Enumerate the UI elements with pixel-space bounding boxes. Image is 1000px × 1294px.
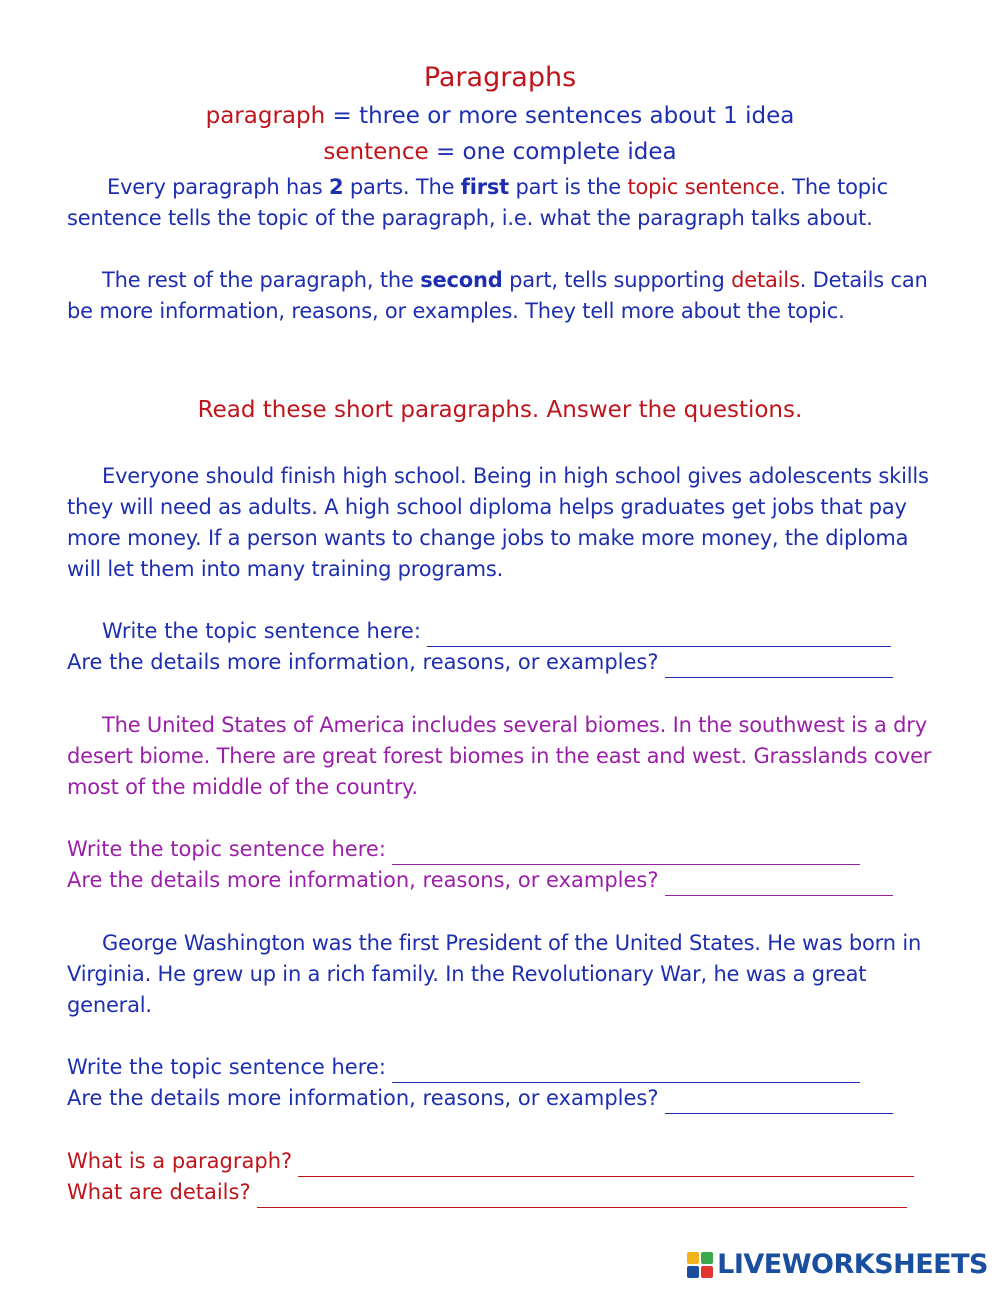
exercise-1-topic-answer[interactable] — [427, 622, 891, 647]
exercise-2-topic-answer[interactable] — [392, 840, 860, 865]
exercise-2-question-1 — [67, 834, 860, 865]
paragraph-definition — [0, 103, 1000, 129]
exercise-1-question-2 — [67, 647, 893, 678]
sentence-definition-text: = one complete idea — [428, 139, 677, 165]
exercise-1-question-1 — [102, 616, 891, 647]
intro-second: second — [420, 268, 503, 292]
intro-text: parts. The — [343, 175, 461, 199]
exercise-2-details-answer[interactable] — [665, 871, 893, 896]
liveworksheets-logo-text: LIVEWORKSHEETS — [717, 1249, 988, 1280]
intro-text: The rest of the paragraph, the — [102, 268, 421, 292]
question-label: Are the details more information, reasons, or examples? — [67, 1086, 659, 1110]
question-label: What are details? — [67, 1180, 251, 1204]
intro-paragraph-2 — [67, 265, 937, 327]
exercise-3-question-1 — [67, 1052, 860, 1083]
paragraph-term: paragraph — [205, 103, 326, 129]
question-label: Write the topic sentence here: — [102, 619, 421, 643]
intro-details: details — [731, 268, 800, 292]
question-label: What is a paragraph? — [67, 1149, 293, 1173]
review-details-answer[interactable] — [257, 1183, 907, 1208]
review-paragraph-answer[interactable] — [298, 1152, 914, 1177]
exercise-1-paragraph: Everyone should finish high school. Being in high school gives adolescents skills they will need as adults. A high school diploma helps graduates get jobs that pay more money. If a person wants to change jobs to make more money, the diploma will let them into many training programs. — [67, 464, 929, 581]
review-question-1 — [67, 1146, 914, 1177]
page-title: Paragraphs — [423, 62, 577, 93]
intro-first: first — [460, 175, 510, 199]
intro-text: part is the — [509, 175, 628, 199]
exercise-2-paragraph: The United States of America includes several biomes. In the southwest is a dry desert biome. There are great forest biomes in the east and west. Grasslands cover most of the middle of the country. — [67, 713, 932, 799]
question-label: Write the topic sentence here: — [67, 837, 386, 861]
intro-paragraph-1 — [67, 172, 937, 234]
review-question-2 — [67, 1177, 907, 1208]
intro-text: part, tells supporting — [502, 268, 732, 292]
liveworksheets-logo-icon — [687, 1252, 713, 1278]
paragraph-definition-text: = three or more sentences about 1 idea — [325, 103, 795, 129]
intro-topic-sentence: topic sentence — [627, 175, 780, 199]
exercise-3-question-2 — [67, 1083, 893, 1114]
exercise-3-details-answer[interactable] — [665, 1089, 893, 1114]
sentence-term: sentence — [323, 139, 429, 165]
question-label: Write the topic sentence here: — [67, 1055, 386, 1079]
exercise-2-question-2 — [67, 865, 893, 896]
intro-text: Every paragraph has — [107, 175, 329, 199]
intro-number: 2 — [329, 175, 344, 199]
sentence-definition — [0, 139, 1000, 165]
question-label: Are the details more information, reasons, or examples? — [67, 868, 659, 892]
instruction: Read these short paragraphs. Answer the questions. — [197, 397, 803, 423]
liveworksheets-logo — [687, 1249, 988, 1280]
exercise-3-paragraph: George Washington was the first President of the United States. He was born in Virginia. He grew up in a rich family. In the Revolutionary War, he was a great general. — [67, 931, 922, 1017]
question-label: Are the details more information, reasons, or examples? — [67, 650, 659, 674]
intro-text: . The topic sentence tells the topic of the paragraph, i.e. what the paragraph talks about. — [67, 175, 888, 230]
exercise-1-details-answer[interactable] — [665, 653, 893, 678]
exercise-3-topic-answer[interactable] — [392, 1058, 860, 1083]
intro-text: . Details can be more information, reasons, or examples. They tell more about the topic. — [67, 268, 928, 323]
